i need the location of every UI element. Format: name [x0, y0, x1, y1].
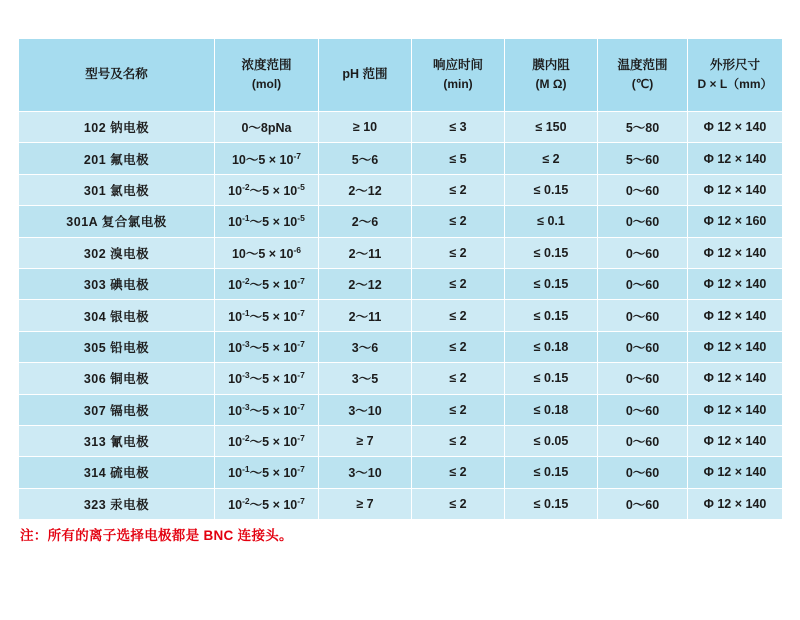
cell-ph: 3～6 [319, 331, 412, 362]
cell-model: 201 氟电极 [19, 143, 215, 174]
cell-membrane-resistance: ≤ 0.15 [505, 363, 598, 394]
column-header-response-time-title: 响应时间 [432, 58, 483, 73]
cell-response-time: ≤ 3 [412, 112, 505, 143]
cell-temperature: 0～60 [598, 174, 688, 205]
table-row [19, 331, 783, 362]
cell-response-time: ≤ 2 [412, 488, 505, 519]
cell-dimensions: Φ 12 × 140 [688, 331, 783, 362]
cell-response-time: ≤ 2 [412, 174, 505, 205]
cell-model: 307 镉电极 [19, 394, 215, 425]
cell-membrane-resistance: ≤ 0.1 [505, 206, 598, 237]
cell-temperature: 0～60 [598, 425, 688, 456]
cell-ph: 3～10 [319, 394, 412, 425]
cell-model: 302 溴电极 [19, 237, 215, 268]
table-row [19, 143, 783, 174]
cell-dimensions: Φ 12 × 140 [688, 143, 783, 174]
table-header-row [19, 39, 783, 112]
table-row [19, 237, 783, 268]
cell-response-time: ≤ 2 [412, 237, 505, 268]
cell-response-time: ≤ 2 [412, 457, 505, 488]
column-header-membrane-resistance-title: 膜内阻 [532, 58, 570, 73]
cell-dimensions: Φ 12 × 160 [688, 206, 783, 237]
column-header-ph-title: pH 范围 [342, 67, 388, 82]
cell-ph: ≥ 10 [319, 112, 412, 143]
cell-dimensions: Φ 12 × 140 [688, 300, 783, 331]
cell-ph: 2～11 [319, 237, 412, 268]
cell-model: 304 银电极 [19, 300, 215, 331]
table-header [19, 39, 783, 112]
table-row [19, 394, 783, 425]
cell-concentration: $10^{-1}\sim 5 \times 10^{-7}$ [215, 300, 319, 331]
cell-concentration: $10^{-1}\sim 5 \times 10^{-5}$ [215, 206, 319, 237]
table-row [19, 206, 783, 237]
table-row [19, 425, 783, 456]
cell-dimensions: Φ 12 × 140 [688, 268, 783, 299]
cell-model: 102 钠电极 [19, 112, 215, 143]
cell-response-time: ≤ 5 [412, 143, 505, 174]
cell-temperature: 0～60 [598, 300, 688, 331]
table-row [19, 488, 783, 519]
cell-temperature: 0～60 [598, 268, 688, 299]
cell-temperature: 5～60 [598, 143, 688, 174]
cell-temperature: 0～60 [598, 363, 688, 394]
cell-model: 314 硫电极 [19, 457, 215, 488]
cell-membrane-resistance: ≤ 0.18 [505, 394, 598, 425]
cell-temperature: 0～60 [598, 331, 688, 362]
cell-dimensions: Φ 12 × 140 [688, 363, 783, 394]
cell-concentration: 10～5 × $10^{-7}$ [215, 143, 319, 174]
column-header-concentration-unit: (mol) [251, 77, 282, 92]
cell-model: 305 铅电极 [19, 331, 215, 362]
cell-membrane-resistance: ≤ 0.15 [505, 488, 598, 519]
cell-temperature: 0～60 [598, 237, 688, 268]
column-header-temperature-title: 温度范围 [617, 58, 668, 73]
cell-ph: ≥ 7 [319, 488, 412, 519]
cell-membrane-resistance: ≤ 0.05 [505, 425, 598, 456]
column-header-dimensions [688, 39, 783, 112]
cell-dimensions: Φ 12 × 140 [688, 425, 783, 456]
column-header-temperature-unit: (℃) [631, 77, 654, 92]
column-header-model-title: 型号及名称 [85, 67, 148, 82]
table-row [19, 174, 783, 205]
cell-response-time: ≤ 2 [412, 206, 505, 237]
cell-model: 301A 复合氯电极 [19, 206, 215, 237]
cell-ph: 2～12 [319, 268, 412, 299]
cell-concentration: $10^{-2}\sim 5 \times 10^{-7}$ [215, 488, 319, 519]
cell-response-time: ≤ 2 [412, 363, 505, 394]
table-row [19, 268, 783, 299]
column-header-response-time-unit: (min) [443, 77, 473, 92]
cell-membrane-resistance: ≤ 0.15 [505, 237, 598, 268]
table-row [19, 112, 783, 143]
cell-ph: 5～6 [319, 143, 412, 174]
column-header-membrane-resistance-unit: (M Ω) [535, 77, 567, 92]
cell-response-time: ≤ 2 [412, 300, 505, 331]
cell-temperature: 0～60 [598, 488, 688, 519]
cell-dimensions: Φ 12 × 140 [688, 112, 783, 143]
cell-concentration: $10^{-2}\sim 5 \times 10^{-7}$ [215, 425, 319, 456]
cell-membrane-resistance: ≤ 0.15 [505, 457, 598, 488]
electrode-spec-table [18, 38, 783, 520]
cell-concentration: $10^{-1}\sim 5 \times 10^{-7}$ [215, 457, 319, 488]
cell-dimensions: Φ 12 × 140 [688, 174, 783, 205]
cell-model: 306 铜电极 [19, 363, 215, 394]
column-header-temperature [598, 39, 688, 112]
cell-ph: 3～5 [319, 363, 412, 394]
cell-membrane-resistance: ≤ 0.18 [505, 331, 598, 362]
cell-dimensions: Φ 12 × 140 [688, 488, 783, 519]
cell-response-time: ≤ 2 [412, 331, 505, 362]
cell-dimensions: Φ 12 × 140 [688, 457, 783, 488]
column-header-membrane-resistance [505, 39, 598, 112]
column-header-dimensions-unit: D × L（mm） [697, 77, 773, 92]
cell-concentration: $10^{-3}\sim 5 \times 10^{-7}$ [215, 394, 319, 425]
cell-temperature: 0～60 [598, 394, 688, 425]
cell-concentration: $10^{-2}\sim 5 \times 10^{-5}$ [215, 174, 319, 205]
cell-temperature: 5～80 [598, 112, 688, 143]
cell-model: 301 氯电极 [19, 174, 215, 205]
cell-model: 313 氰电极 [19, 425, 215, 456]
cell-concentration: 0～8pNa [215, 112, 319, 143]
cell-membrane-resistance: ≤ 0.15 [505, 174, 598, 205]
column-header-dimensions-title: 外形尺寸 [709, 58, 760, 73]
table-body [19, 112, 783, 520]
cell-ph: 2～6 [319, 206, 412, 237]
cell-ph: ≥ 7 [319, 425, 412, 456]
table-row [19, 457, 783, 488]
cell-dimensions: Φ 12 × 140 [688, 237, 783, 268]
column-header-concentration-title: 浓度范围 [241, 58, 292, 73]
cell-response-time: ≤ 2 [412, 425, 505, 456]
cell-concentration: 10～5 × $10^{-6}$ [215, 237, 319, 268]
column-header-response-time [412, 39, 505, 112]
cell-ph: 2～12 [319, 174, 412, 205]
cell-concentration: $10^{-3}\sim 5 \times 10^{-7}$ [215, 331, 319, 362]
cell-response-time: ≤ 2 [412, 394, 505, 425]
cell-ph: 3～10 [319, 457, 412, 488]
cell-response-time: ≤ 2 [412, 268, 505, 299]
cell-membrane-resistance: ≤ 0.15 [505, 268, 598, 299]
footnote: 注：所有的离子选择电极都是 BNC 连接头。 [20, 528, 293, 543]
cell-membrane-resistance: ≤ 2 [505, 143, 598, 174]
cell-concentration: $10^{-2}\sim 5 \times 10^{-7}$ [215, 268, 319, 299]
cell-membrane-resistance: ≤ 150 [505, 112, 598, 143]
column-header-ph [319, 39, 412, 112]
cell-temperature: 0～60 [598, 206, 688, 237]
column-header-concentration [215, 39, 319, 112]
table-row [19, 300, 783, 331]
cell-model: 303 碘电极 [19, 268, 215, 299]
cell-dimensions: Φ 12 × 140 [688, 394, 783, 425]
column-header-model [19, 39, 215, 112]
cell-concentration: $10^{-3}\sim 5 \times 10^{-7}$ [215, 363, 319, 394]
cell-temperature: 0～60 [598, 457, 688, 488]
cell-model: 323 汞电极 [19, 488, 215, 519]
cell-membrane-resistance: ≤ 0.15 [505, 300, 598, 331]
cell-ph: 2～11 [319, 300, 412, 331]
table-row [19, 363, 783, 394]
